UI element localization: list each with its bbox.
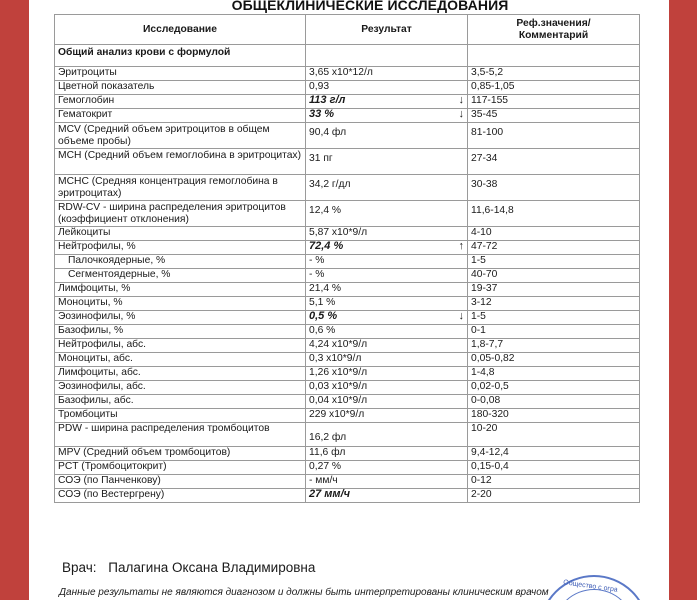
test-name: Лимфоциты, % — [55, 283, 306, 297]
table-row — [55, 353, 640, 367]
table-row — [55, 447, 640, 461]
table-row — [55, 423, 640, 447]
test-result: 34,2 г/дл — [306, 175, 468, 201]
section-row — [55, 45, 640, 67]
test-result: 0,03 х10*9/л — [306, 381, 468, 395]
document-title: ОБЩЕКЛИНИЧЕСКИЕ ИССЛЕДОВАНИЯ — [231, 0, 509, 13]
table-row — [55, 81, 640, 95]
test-name: Эритроциты — [55, 67, 306, 81]
test-ref: 0-1 — [468, 325, 640, 339]
test-ref: 117-155 — [468, 95, 640, 109]
test-name: СОЭ (по Панченкову) — [55, 475, 306, 489]
table-row — [55, 201, 640, 227]
test-ref: 1-5 — [468, 311, 640, 325]
test-result: - % — [306, 255, 468, 269]
test-ref: 0-0,08 — [468, 395, 640, 409]
result-value: 72,4 % — [309, 240, 344, 252]
result-value: 0,5 % — [309, 310, 338, 322]
test-name: MCH (Средний объем гемоглобина в эритроцитах) — [55, 149, 306, 175]
doctor-name: Палагина Оксана Владимировна — [108, 560, 316, 575]
test-name: Базофилы, абс. — [55, 395, 306, 409]
test-name: PCT (Тромбоцитокрит) — [55, 461, 306, 475]
test-result: 0,27 % — [306, 461, 468, 475]
doctor-label: Врач: — [62, 560, 97, 575]
test-result: - мм/ч — [306, 475, 468, 489]
table-row — [55, 123, 640, 149]
test-result: 12,4 % — [306, 201, 468, 227]
test-name: MPV (Средний объем тромбоцитов) — [55, 447, 306, 461]
test-ref: 1-4,8 — [468, 367, 640, 381]
test-result: 229 х10*9/л — [306, 409, 468, 423]
table-row — [55, 109, 640, 123]
test-name: Палочкоядерные, % — [55, 255, 306, 269]
test-name: Лимфоциты, абс. — [55, 367, 306, 381]
test-ref: 81-100 — [468, 123, 640, 149]
test-ref: 11,6-14,8 — [468, 201, 640, 227]
table-row — [55, 255, 640, 269]
table-row — [55, 283, 640, 297]
test-name: Гемоглобин — [55, 95, 306, 109]
test-result: 0,04 х10*9/л — [306, 395, 468, 409]
test-result: 31 пг — [306, 149, 468, 175]
arrow-up-icon: ↑ — [458, 240, 464, 252]
section-title: Общий анализ крови с формулой — [55, 45, 306, 67]
test-ref: 1-5 — [468, 255, 640, 269]
header-ref: Реф.значения/ Комментарий — [468, 15, 640, 45]
test-ref: 35-45 — [468, 109, 640, 123]
test-ref: 40-70 — [468, 269, 640, 283]
test-name: Гематокрит — [55, 109, 306, 123]
test-result: - % — [306, 269, 468, 283]
result-value: 113 г/л — [309, 94, 346, 106]
document-sheet — [29, 0, 669, 600]
arrow-down-icon: ↓ — [458, 94, 464, 106]
test-result: 5,87 х10*9/л — [306, 227, 468, 241]
table-row — [55, 311, 640, 325]
table-row — [55, 461, 640, 475]
test-ref: 47-72 — [468, 241, 640, 255]
arrow-down-icon: ↓ — [458, 108, 464, 120]
test-ref: 4-10 — [468, 227, 640, 241]
test-name: Эозинофилы, абс. — [55, 381, 306, 395]
test-result: 16,2 фл — [306, 423, 468, 447]
test-ref: 0,05-0,82 — [468, 353, 640, 367]
table-row — [55, 489, 640, 503]
test-ref: 180-320 — [468, 409, 640, 423]
test-name: MCV (Средний объем эритроцитов в общем объеме пробы) — [55, 123, 306, 149]
test-ref: 19-37 — [468, 283, 640, 297]
table-row — [55, 227, 640, 241]
test-name: Нейтрофилы, % — [55, 241, 306, 255]
test-name: Базофилы, % — [55, 325, 306, 339]
arrow-down-icon: ↓ — [458, 310, 464, 322]
test-name: MCHC (Средняя концентрация гемоглобина в эритроцитах) — [55, 175, 306, 201]
test-name: Моноциты, абс. — [55, 353, 306, 367]
header-test: Исследование — [55, 15, 306, 45]
table-row — [55, 395, 640, 409]
test-ref: 27-34 — [468, 149, 640, 175]
table-row — [55, 475, 640, 489]
test-result: 21,4 % — [306, 283, 468, 297]
test-name: Нейтрофилы, абс. — [55, 339, 306, 353]
test-result: 0,93 — [306, 81, 468, 95]
test-name: PDW - ширина распределения тромбоцитов — [55, 423, 306, 447]
table-row — [55, 297, 640, 311]
test-name: СОЭ (по Вестергрену) — [55, 489, 306, 503]
table-row — [55, 381, 640, 395]
stamp-text: Общество с огра — [562, 579, 619, 594]
test-result: 4,24 х10*9/л — [306, 339, 468, 353]
test-name: Лейкоциты — [55, 227, 306, 241]
disclaimer-text: Данные результаты не являются диагнозом и должны быть интерпретированы клиническим врачом — [59, 587, 549, 598]
test-ref: 1,8-7,7 — [468, 339, 640, 353]
test-result-abnormal — [306, 109, 468, 123]
test-result: 0,6 % — [306, 325, 468, 339]
test-name: RDW-CV - ширина распределения эритроцитов (коэффициент отклонения) — [55, 201, 306, 227]
test-result: 0,3 х10*9/л — [306, 353, 468, 367]
test-result: 90,4 фл — [306, 123, 468, 149]
test-ref: 0,02-0,5 — [468, 381, 640, 395]
test-ref: 9,4-12,4 — [468, 447, 640, 461]
table-row — [55, 241, 640, 255]
test-ref: 0-12 — [468, 475, 640, 489]
test-result: 11,6 фл — [306, 447, 468, 461]
table-row — [55, 175, 640, 201]
table-row — [55, 325, 640, 339]
test-ref: 3-12 — [468, 297, 640, 311]
test-result-abnormal — [306, 241, 468, 255]
test-name: Тромбоциты — [55, 409, 306, 423]
table-row — [55, 67, 640, 81]
test-name: Сегментоядерные, % — [55, 269, 306, 283]
test-ref: 3,5-5,2 — [468, 67, 640, 81]
test-name: Эозинофилы, % — [55, 311, 306, 325]
table-row — [55, 409, 640, 423]
table-row — [55, 367, 640, 381]
test-name: Моноциты, % — [55, 297, 306, 311]
test-ref: 10-20 — [468, 423, 640, 447]
header-result: Результат — [306, 15, 468, 45]
clinic-stamp — [539, 575, 649, 600]
test-result-abnormal — [306, 311, 468, 325]
result-value: 33 % — [309, 108, 335, 120]
results-table — [54, 14, 640, 503]
test-result: 5,1 % — [306, 297, 468, 311]
test-ref: 0,15-0,4 — [468, 461, 640, 475]
test-result-abnormal: 27 мм/ч — [306, 489, 468, 503]
test-result: 1,26 х10*9/л — [306, 367, 468, 381]
test-result-abnormal — [306, 95, 468, 109]
table-row — [55, 95, 640, 109]
table-header — [55, 15, 640, 45]
test-ref: 0,85-1,05 — [468, 81, 640, 95]
test-name: Цветной показатель — [55, 81, 306, 95]
table-row — [55, 269, 640, 283]
table-row — [55, 339, 640, 353]
test-ref: 2-20 — [468, 489, 640, 503]
doctor-signature — [62, 560, 315, 575]
table-row — [55, 149, 640, 175]
test-ref: 30-38 — [468, 175, 640, 201]
test-result: 3,65 х10*12/л — [306, 67, 468, 81]
